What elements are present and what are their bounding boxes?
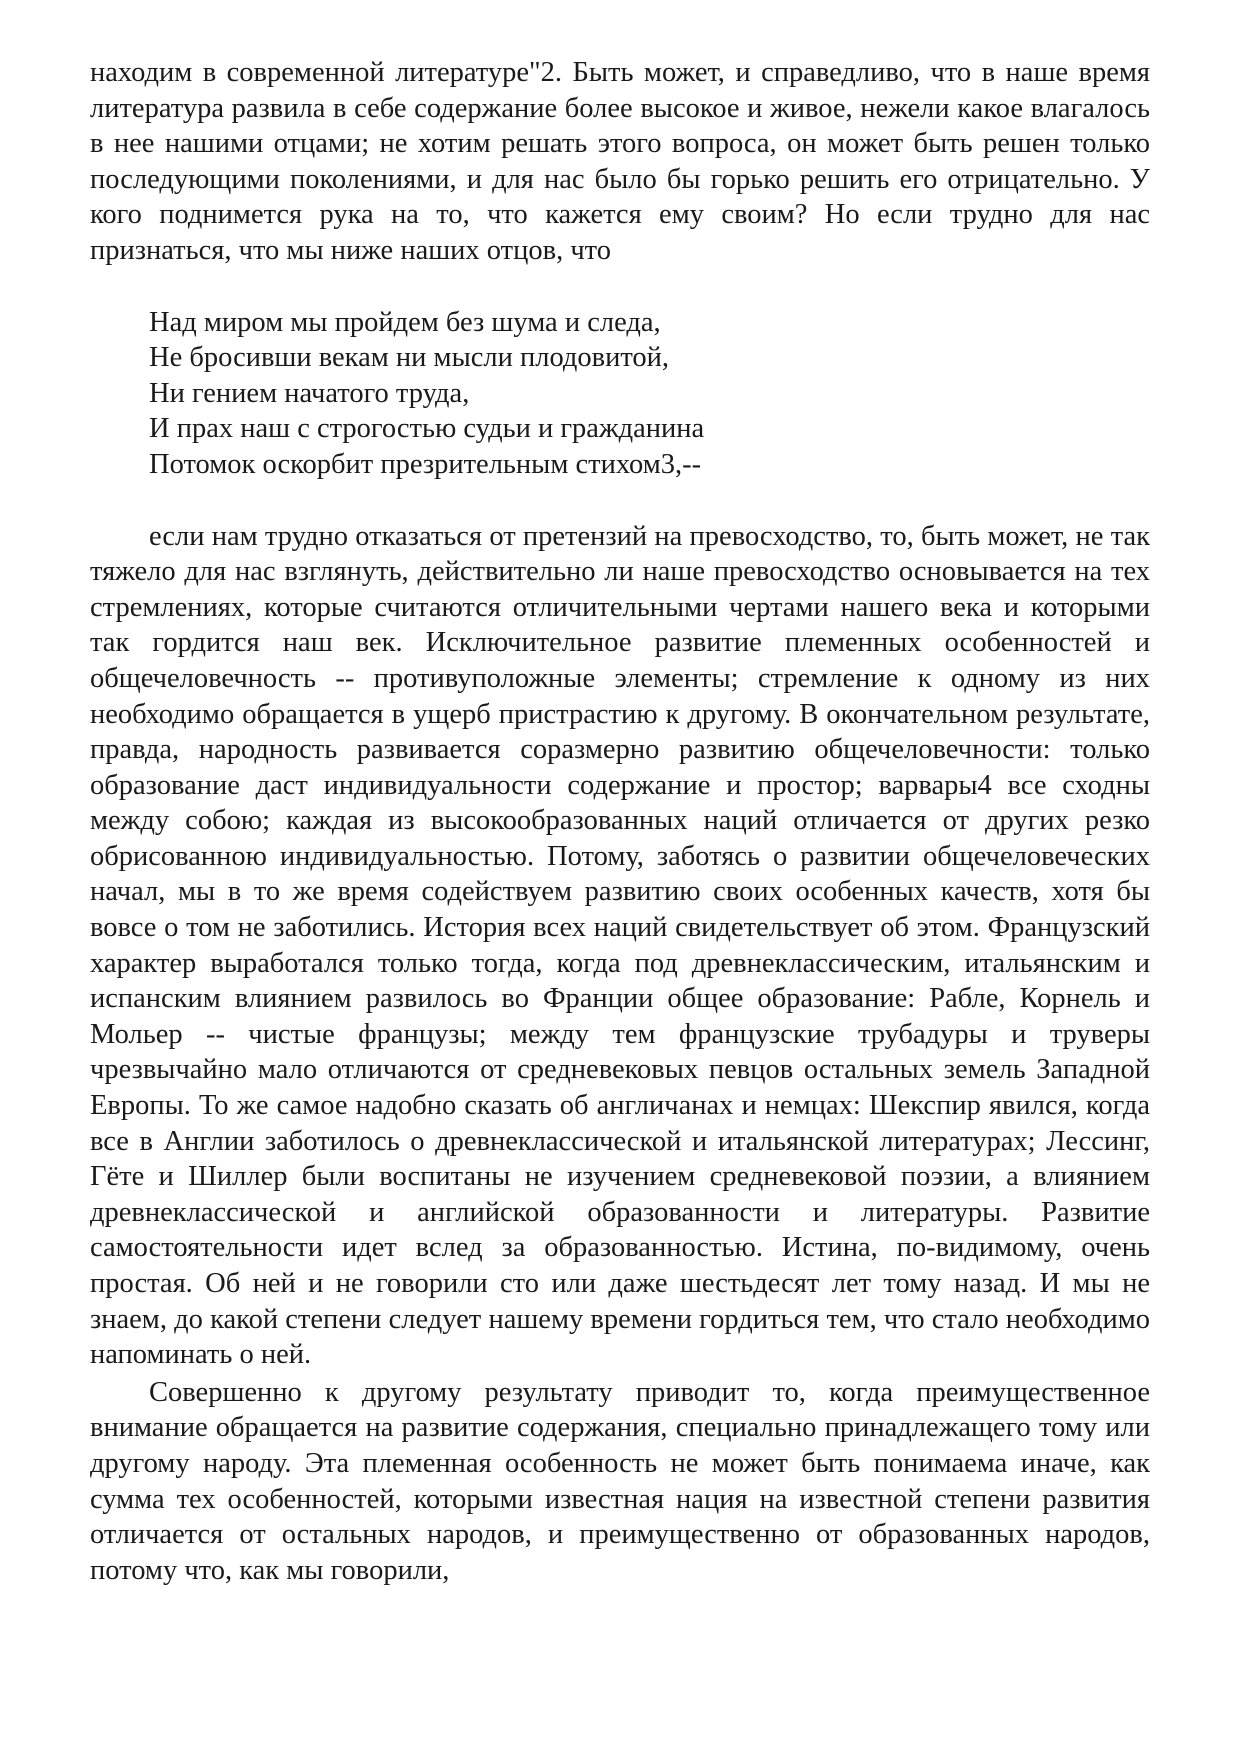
poem-line: Не бросивши векам ни мысли плодовитой,: [149, 342, 670, 374]
poem-line: И прах наш с строгостью судьи и гражданина: [149, 413, 705, 445]
poem-line: Ни гением начатого труда,: [149, 377, 470, 409]
paragraph-continuation: находим в современной литературе"2. Быть может, и справедливо, что в наше время литература развила в себе содержание более высокое и живое, нежели какое влагалось в нее нашими отцами; не хотим решать этого вопроса, он может быть решен только последующими поколениями, и для нас было бы горько решить его отрицательно. У кого поднимется рука на то, что кажется ему своим? Но если трудно для нас признаться, что мы ниже наших отцов, что: [90, 57, 1150, 266]
document-page: [90, 55, 1150, 1588]
paragraph-main: если нам трудно отказаться от претензий на превосходство, то, быть может, не так тяжело для нас взглянуть, действительно ли наше превосходство основывается на тех стремлениях, которые считаются отличительными чертами нашего века и которыми так гордится наш век. Исключительное развитие племенных особенностей и общечеловечность -- противуположные элементы; стремление к одному из них необходимо обращается в ущерб пристрастию к другому. В окончательном результате, правда, народность развивается соразмерно развитию общечеловечности: только образование даст индивидуальности содержание и простор; варвары4 все сходны между собою; каждая из высокообразованных наций отличается от других резко обрисованною индивидуальностью. Потому, заботясь о развитии общечеловеческих начал, мы в то же время содействуем развитию своих особенных качеств, хотя бы вовсе о том не заботились. История всех наций свидетельствует об этом. Французский характер выработался только тогда, когда под древнеклассическим, итальянским и испанским влиянием развилось во Франции общее образование: Рабле, Корнель и Мольер -- чистые французы; между тем французские трубадуры и труверы чрезвычайно мало отличаются от средневековых певцов остальных земель Западной Европы. То же самое надобно сказать об англичанах и немцах: Шекспир явился, когда все в Англии заботилось о древнеклассической и итальянской литературах; Лессинг, Гёте и Шиллер были воспитаны не изучением средневековой поэзии, а влиянием древнеклассической и английской образованности и литературы. Развитие самостоятельности идет вслед за образованностью. Истина, по-видимому, очень простая. Об ней и не говорили сто или даже шестьдесят лет тому назад. И мы не знаем, до какой степени следует нашему времени гордиться тем, что стало необходимо напоминать о ней.: [90, 520, 1150, 1371]
paragraph-final: Совершенно к другому результату приводит то, когда преимущественное внимание обращается на развитие содержания, специально принадлежащего тому или другому народу. Эта племенная особенность не может быть понимаема иначе, как сумма тех особенностей, которыми известная нация на известной степени развития отличается от остальных народов, и преимущественно от образованных народов, потому что, как мы говорили,: [90, 1376, 1150, 1586]
poem-line: Над миром мы пройдем без шума и следа,: [149, 306, 661, 338]
poem-line: Потомок оскорбит презрительным стихом3,--: [149, 448, 702, 480]
poem-quote: [149, 305, 1150, 483]
